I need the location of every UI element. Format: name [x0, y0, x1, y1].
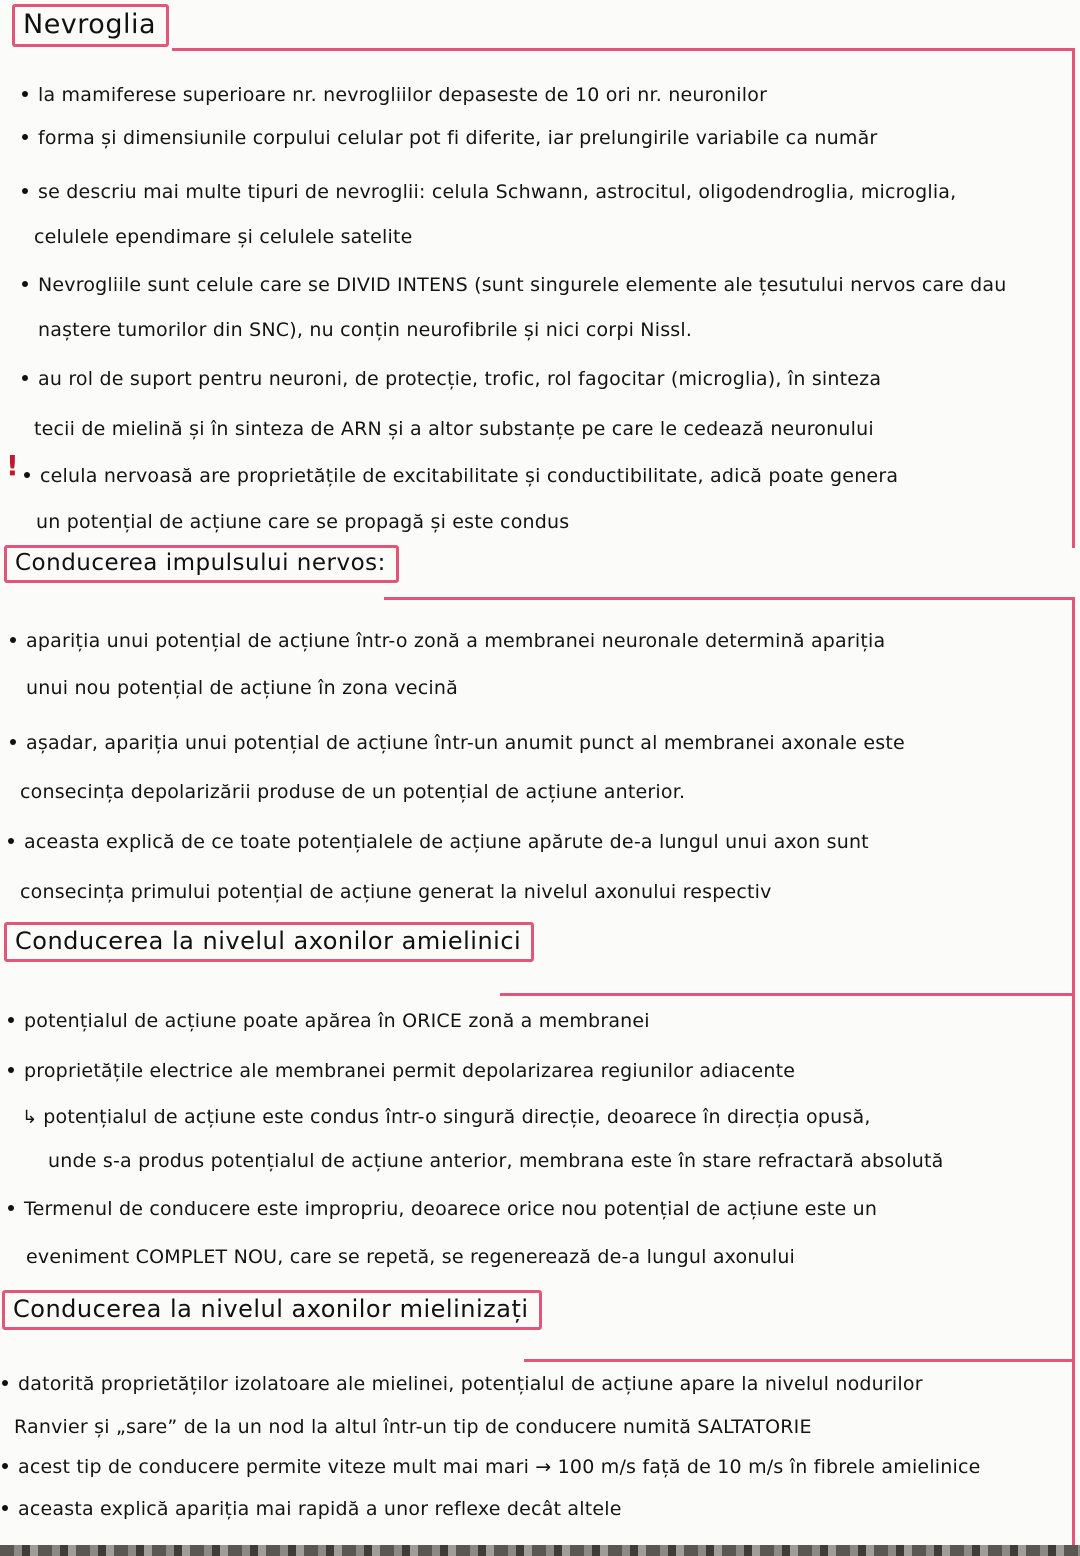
note-line: se descriu mai multe tipuri de nevroglii: celula Schwann, astrocitul, oligodendroglia, microglia, — [22, 183, 956, 202]
note-line: un potențial de acțiune care se propagă și este condus — [36, 511, 570, 533]
section-title-nevroglia: Nevroglia — [12, 4, 169, 47]
section-underline — [524, 1359, 1075, 1362]
note-line: potențialul de acțiune poate apărea în ORICE zonă a membranei — [8, 1012, 650, 1031]
margin-rule — [1072, 1360, 1075, 1545]
note-line: unde s-a produs potențialul de acțiune anterior, membrana este în stare refractară absolută — [48, 1150, 944, 1172]
note-line: unui nou potențial de acțiune în zona vecină — [26, 677, 458, 699]
note-line: celulele ependimare și celulele satelite — [34, 226, 413, 248]
bullet-icon — [8, 1205, 14, 1211]
note-line: Termenul de conducere este impropriu, deoarece orice nou potențial de acțiune este un — [8, 1200, 877, 1219]
note-line: datorită proprietăților izolatoare ale mielinei, potențialul de acțiune apare la nivelul nodurilor — [2, 1375, 923, 1394]
note-line: ↳ potențialul de acțiune este condus într-o singură direcție, deoarece în direcția opusă, — [22, 1106, 871, 1128]
alert-icon: ! — [6, 449, 19, 482]
bullet-icon — [8, 1017, 14, 1023]
bullet-icon — [22, 375, 28, 381]
arrow-icon: ↳ — [22, 1107, 38, 1128]
note-line: aceasta explică apariția mai rapidă a unor reflexe decât altele — [2, 1500, 622, 1519]
margin-rule — [1072, 600, 1075, 995]
note-line: naștere tumorilor din SNC), nu conțin neurofibrile și nici corpi Nissl. — [38, 319, 693, 341]
note-line: aceasta explică de ce toate potențialele de acțiune apărute de-a lungul unui axon sunt — [8, 833, 869, 852]
note-line: acest tip de conducere permite viteze mult mai mari → 100 m/s față de 10 m/s în fibrele amielinice — [2, 1458, 981, 1477]
note-line: tecii de mielină și în sinteza de ARN și a altor substanțe pe care le cedează neuronului — [34, 418, 874, 440]
section-underline — [172, 48, 1075, 51]
bullet-icon — [10, 739, 16, 745]
bullet-icon — [22, 188, 28, 194]
section-underline — [500, 993, 1075, 996]
section-title-axoni-mielinizati: Conducerea la nivelul axonilor mielinizați — [2, 1290, 542, 1330]
section-title-axoni-amielinici: Conducerea la nivelul axonilor amielinici — [4, 922, 534, 962]
section-underline — [384, 597, 1075, 600]
bullet-icon — [2, 1463, 8, 1469]
note-line: consecința depolarizării produse de un potențial de acțiune anterior. — [20, 781, 686, 803]
bullet-icon — [2, 1505, 8, 1511]
note-line: Ranvier și „sare” de la un nod la altul într-un tip de conducere numită SALTATORIE — [14, 1416, 812, 1438]
bullet-icon — [22, 91, 28, 97]
photo-background-strip — [0, 1545, 1080, 1556]
margin-rule — [1072, 995, 1075, 1360]
note-line: apariția unui potențial de acțiune într-o zonă a membranei neuronale determină apariția — [10, 632, 885, 651]
note-line: la mamiferese superioare nr. nevrogliilor depaseste de 10 ori nr. neuronilor — [22, 86, 767, 105]
bullet-icon — [8, 838, 14, 844]
bullet-icon — [8, 1067, 14, 1073]
note-line: consecința primului potențial de acțiune generat la nivelul axonului respectiv — [20, 881, 772, 903]
bullet-icon — [22, 134, 28, 140]
bullet-icon — [10, 637, 16, 643]
bullet-icon — [22, 281, 28, 287]
margin-rule — [1072, 48, 1075, 548]
note-line: celula nervoasă are proprietățile de excitabilitate și conductibilitate, adică poate genera — [24, 467, 898, 486]
note-line: eveniment COMPLET NOU, care se repetă, se regenerează de-a lungul axonului — [26, 1246, 796, 1268]
note-line: proprietățile electrice ale membranei permit depolarizarea regiunilor adiacente — [8, 1062, 795, 1081]
note-line: forma și dimensiunile corpului celular pot fi diferite, iar prelungirile variabile ca număr — [22, 129, 877, 148]
bullet-icon — [24, 472, 30, 478]
section-title-conducerea-impulsului: Conducerea impulsului nervos: — [4, 545, 399, 583]
note-line: Nevrogliile sunt celule care se DIVID INTENS (sunt singurele elemente ale țesutului nervos care dau — [22, 276, 1006, 295]
bullet-icon — [2, 1380, 8, 1386]
note-line: au rol de suport pentru neuroni, de protecție, trofic, rol fagocitar (microglia), în sinteza — [22, 370, 881, 389]
note-line: așadar, apariția unui potențial de acțiune într-un anumit punct al membranei axonale este — [10, 734, 905, 753]
